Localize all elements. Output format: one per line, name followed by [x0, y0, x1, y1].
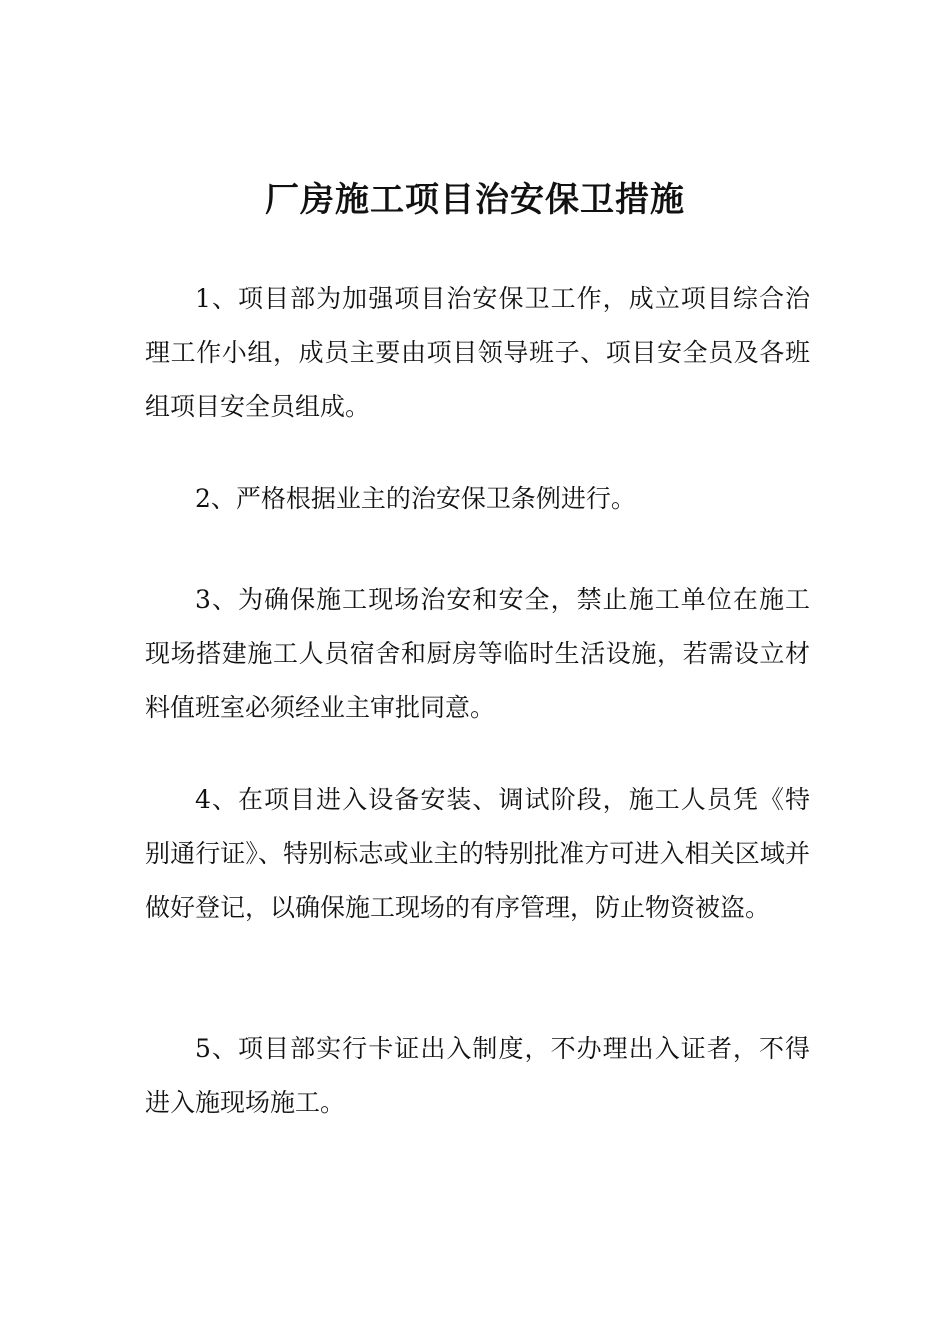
- paragraph-5: 5、项目部实行卡证出入制度，不办理出入证者，不得进入施现场施工。: [145, 1034, 810, 1117]
- paragraph-3: 3、为确保施工现场治安和安全，禁止施工单位在施工现场搭建施工人员宿舍和厨房等临时生活设施，若需设立材料值班室必须经业主审批同意。: [145, 585, 810, 722]
- document-title: 厂房施工项目治安保卫措施: [265, 180, 685, 220]
- paragraph-2: 2、严格根据业主的治安保卫条例进行。: [195, 484, 636, 513]
- paragraph-1: 1、项目部为加强项目治安保卫工作，成立项目综合治理工作小组，成员主要由项目领导班子、项目安全员及各班组项目安全员组成。: [145, 284, 810, 421]
- paragraph-4: 4、在项目进入设备安装、调试阶段，施工人员凭《特别通行证》、特别标志或业主的特别批准方可进入相关区域并做好登记，以确保施工现场的有序管理，防止物资被盗。: [145, 785, 810, 922]
